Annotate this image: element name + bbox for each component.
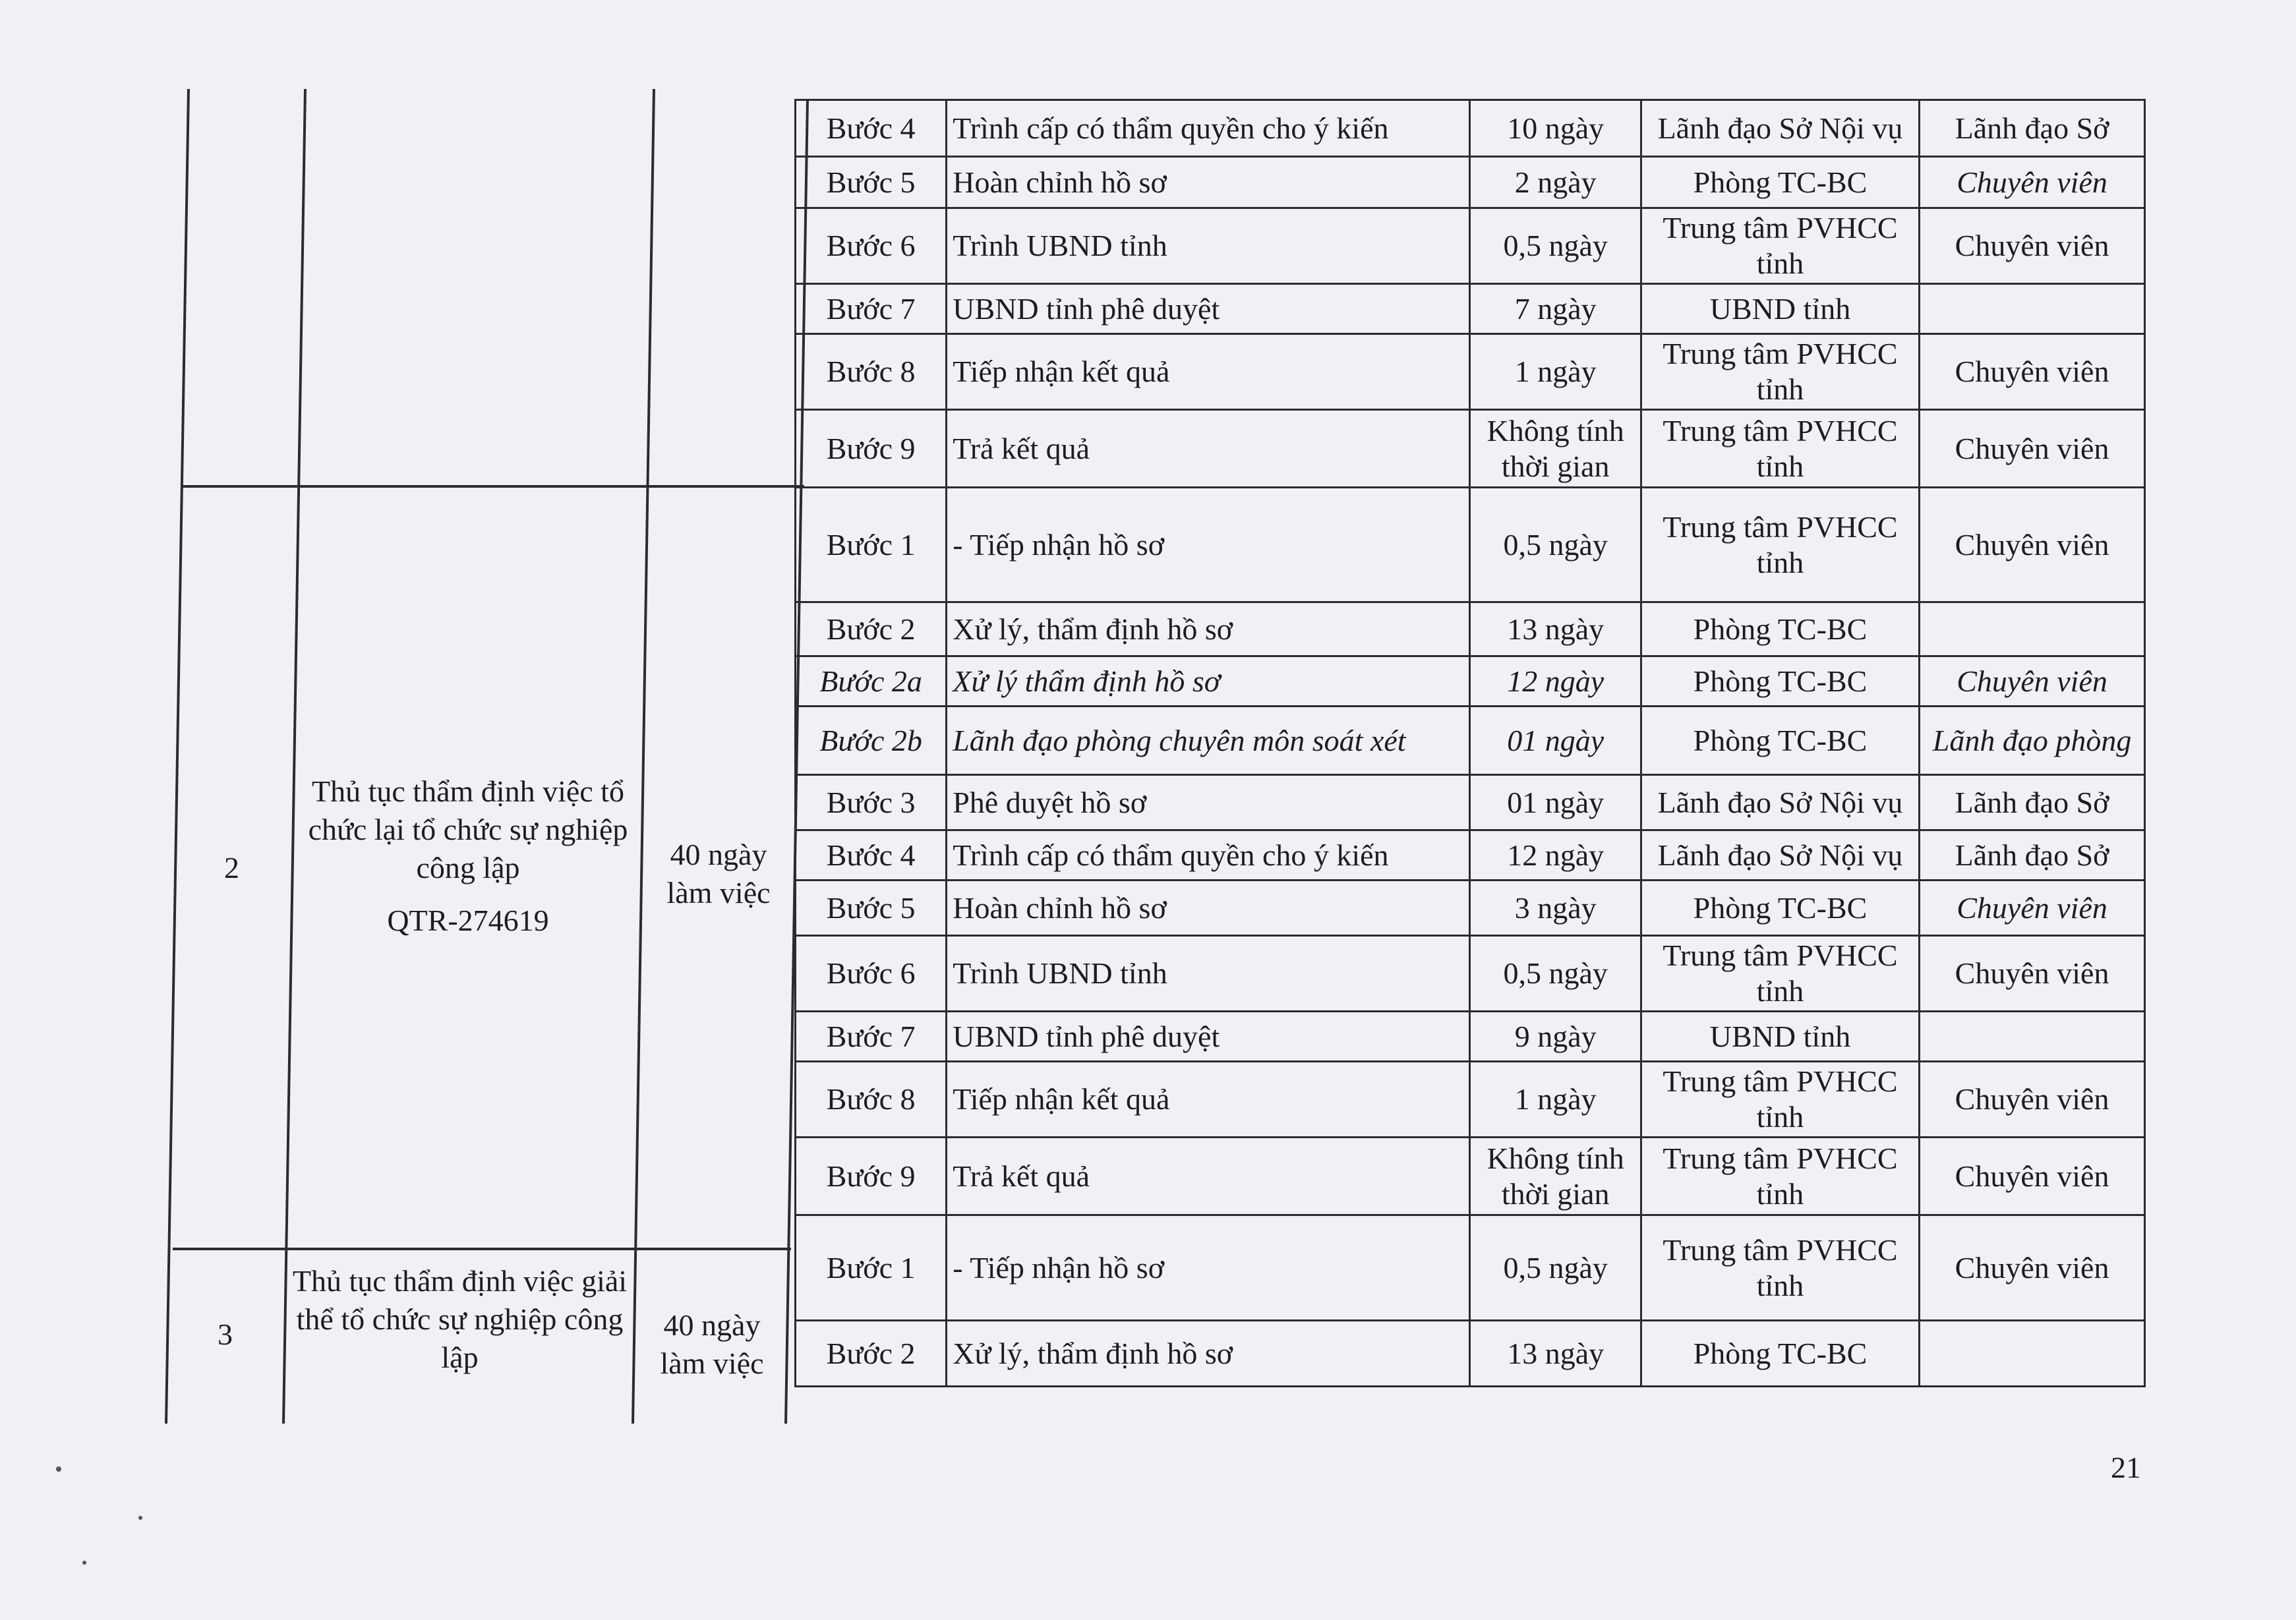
step-time: 10 ngày [1470, 100, 1641, 157]
step-row [796, 1215, 2145, 1321]
step-row [796, 488, 2145, 602]
step-row [796, 157, 2145, 208]
step-row [796, 656, 2145, 707]
step-label: Bước 5 [796, 881, 947, 936]
scan-speck [138, 1516, 142, 1520]
step-time: 12 ngày [1470, 656, 1641, 707]
step-task: Trình cấp có thẩm quyền cho ý kiến [947, 100, 1470, 157]
scan-speck [82, 1561, 86, 1565]
step-person: Chuyên viên [1920, 1138, 2145, 1215]
step-task: UBND tỉnh phê duyệt [947, 284, 1470, 334]
step-row [796, 100, 2145, 157]
step-time: 0,5 ngày [1470, 1215, 1641, 1321]
step-row [796, 881, 2145, 936]
step-unit: Phòng TC-BC [1641, 707, 1919, 775]
step-person: Chuyên viên [1920, 881, 2145, 936]
step-unit: UBND tỉnh [1641, 1012, 1919, 1062]
step-time: 1 ngày [1470, 1062, 1641, 1138]
steps-table [794, 99, 2146, 1387]
step-person: Chuyên viên [1920, 488, 2145, 602]
group-3-name: Thủ tục thẩm định việc giải thể tổ chức sự nghiệp công lập [292, 1264, 628, 1374]
step-unit: Phòng TC-BC [1641, 157, 1919, 208]
step-row [796, 936, 2145, 1012]
step-person [1920, 284, 2145, 334]
step-task: Trả kết quả [947, 1138, 1470, 1215]
step-unit: Trung tâm PVHCC tỉnh [1641, 1215, 1919, 1321]
step-unit: Trung tâm PVHCC tỉnh [1641, 334, 1919, 410]
step-person [1920, 602, 2145, 656]
step-task: Lãnh đạo phòng chuyên môn soát xét [947, 707, 1470, 775]
step-task: Trả kết quả [947, 410, 1470, 488]
step-time: 13 ngày [1470, 1321, 1641, 1387]
step-time: 2 ngày [1470, 157, 1641, 208]
step-unit: Lãnh đạo Sở Nội vụ [1641, 100, 1919, 157]
step-time: 9 ngày [1470, 1012, 1641, 1062]
step-unit: Trung tâm PVHCC tỉnh [1641, 1138, 1919, 1215]
step-unit: Trung tâm PVHCC tỉnh [1641, 936, 1919, 1012]
step-label: Bước 4 [796, 100, 947, 157]
step-row [796, 208, 2145, 284]
step-label: Bước 4 [796, 830, 947, 881]
step-label: Bước 1 [796, 488, 947, 602]
step-time: 01 ngày [1470, 707, 1641, 775]
scan-speck [56, 1466, 61, 1472]
step-time: 7 ngày [1470, 284, 1641, 334]
step-time: 0,5 ngày [1470, 936, 1641, 1012]
step-row [796, 410, 2145, 488]
step-unit: Phòng TC-BC [1641, 656, 1919, 707]
group-2-code: QTR-274619 [387, 904, 549, 937]
group-3-number: 3 [218, 1317, 233, 1351]
step-task: Trình cấp có thẩm quyền cho ý kiến [947, 830, 1470, 881]
step-time: 12 ngày [1470, 830, 1641, 881]
step-unit: Trung tâm PVHCC tỉnh [1641, 1062, 1919, 1138]
step-label: Bước 8 [796, 334, 947, 410]
step-label: Bước 1 [796, 1215, 947, 1321]
step-row [796, 1138, 2145, 1215]
step-person: Lãnh đạo phòng [1920, 707, 2145, 775]
step-person: Chuyên viên [1920, 157, 2145, 208]
group-2-duration: 40 ngày làm việc [666, 838, 771, 910]
step-label: Bước 2a [796, 656, 947, 707]
step-task: - Tiếp nhận hồ sơ [947, 488, 1470, 602]
step-unit: Trung tâm PVHCC tỉnh [1641, 410, 1919, 488]
step-task: Trình UBND tỉnh [947, 936, 1470, 1012]
step-label: Bước 5 [796, 157, 947, 208]
step-task: Xử lý thẩm định hồ sơ [947, 656, 1470, 707]
step-task: Phê duyệt hồ sơ [947, 775, 1470, 830]
step-row [796, 602, 2145, 656]
step-time: 01 ngày [1470, 775, 1641, 830]
step-unit: Trung tâm PVHCC tỉnh [1641, 208, 1919, 284]
step-label: Bước 7 [796, 284, 947, 334]
step-person: Chuyên viên [1920, 334, 2145, 410]
step-time: 13 ngày [1470, 602, 1641, 656]
step-task: Xử lý, thẩm định hồ sơ [947, 602, 1470, 656]
step-time: Không tính thời gian [1470, 410, 1641, 488]
step-task: Hoàn chỉnh hồ sơ [947, 157, 1470, 208]
step-time: 1 ngày [1470, 334, 1641, 410]
step-person: Chuyên viên [1920, 410, 2145, 488]
step-label: Bước 8 [796, 1062, 947, 1138]
step-row [796, 284, 2145, 334]
step-person: Lãnh đạo Sở [1920, 830, 2145, 881]
step-label: Bước 9 [796, 410, 947, 488]
step-task: Tiếp nhận kết quả [947, 334, 1470, 410]
step-time: Không tính thời gian [1470, 1138, 1641, 1215]
group-2-number: 2 [224, 851, 239, 884]
group-3-duration: 40 ngày làm việc [660, 1308, 764, 1380]
step-label: Bước 7 [796, 1012, 947, 1062]
step-label: Bước 2b [796, 707, 947, 775]
step-row [796, 334, 2145, 410]
step-person: Chuyên viên [1920, 656, 2145, 707]
step-task: Hoàn chỉnh hồ sơ [947, 881, 1470, 936]
step-row [796, 830, 2145, 881]
step-person [1920, 1012, 2145, 1062]
step-person: Lãnh đạo Sở [1920, 100, 2145, 157]
step-label: Bước 3 [796, 775, 947, 830]
step-time: 0,5 ngày [1470, 488, 1641, 602]
step-label: Bước 2 [796, 602, 947, 656]
step-person: Lãnh đạo Sở [1920, 775, 2145, 830]
step-time: 0,5 ngày [1470, 208, 1641, 284]
step-task: Xử lý, thẩm định hồ sơ [947, 1321, 1470, 1387]
group-2-title: Thủ tục thẩm định việc tổ chức lại tổ chức sự nghiệp công lập [308, 774, 628, 884]
step-row [796, 775, 2145, 830]
step-time: 3 ngày [1470, 881, 1641, 936]
step-unit: Trung tâm PVHCC tỉnh [1641, 488, 1919, 602]
step-unit: Lãnh đạo Sở Nội vụ [1641, 830, 1919, 881]
step-unit: Phòng TC-BC [1641, 602, 1919, 656]
step-row [796, 1321, 2145, 1387]
step-unit: Phòng TC-BC [1641, 881, 1919, 936]
group-2-name [293, 772, 643, 940]
step-person: Chuyên viên [1920, 936, 2145, 1012]
step-label: Bước 2 [796, 1321, 947, 1387]
step-person [1920, 1321, 2145, 1387]
step-row [796, 707, 2145, 775]
step-unit: UBND tỉnh [1641, 284, 1919, 334]
step-label: Bước 9 [796, 1138, 947, 1215]
step-person: Chuyên viên [1920, 1062, 2145, 1138]
step-person: Chuyên viên [1920, 1215, 2145, 1321]
step-row [796, 1012, 2145, 1062]
step-unit: Lãnh đạo Sở Nội vụ [1641, 775, 1919, 830]
step-row [796, 1062, 2145, 1138]
step-task: Trình UBND tỉnh [947, 208, 1470, 284]
step-label: Bước 6 [796, 936, 947, 1012]
page-number: 21 [2111, 1451, 2141, 1484]
step-task: UBND tỉnh phê duyệt [947, 1012, 1470, 1062]
step-label: Bước 6 [796, 208, 947, 284]
step-unit: Phòng TC-BC [1641, 1321, 1919, 1387]
step-task: Tiếp nhận kết quả [947, 1062, 1470, 1138]
step-person: Chuyên viên [1920, 208, 2145, 284]
step-task: - Tiếp nhận hồ sơ [947, 1215, 1470, 1321]
